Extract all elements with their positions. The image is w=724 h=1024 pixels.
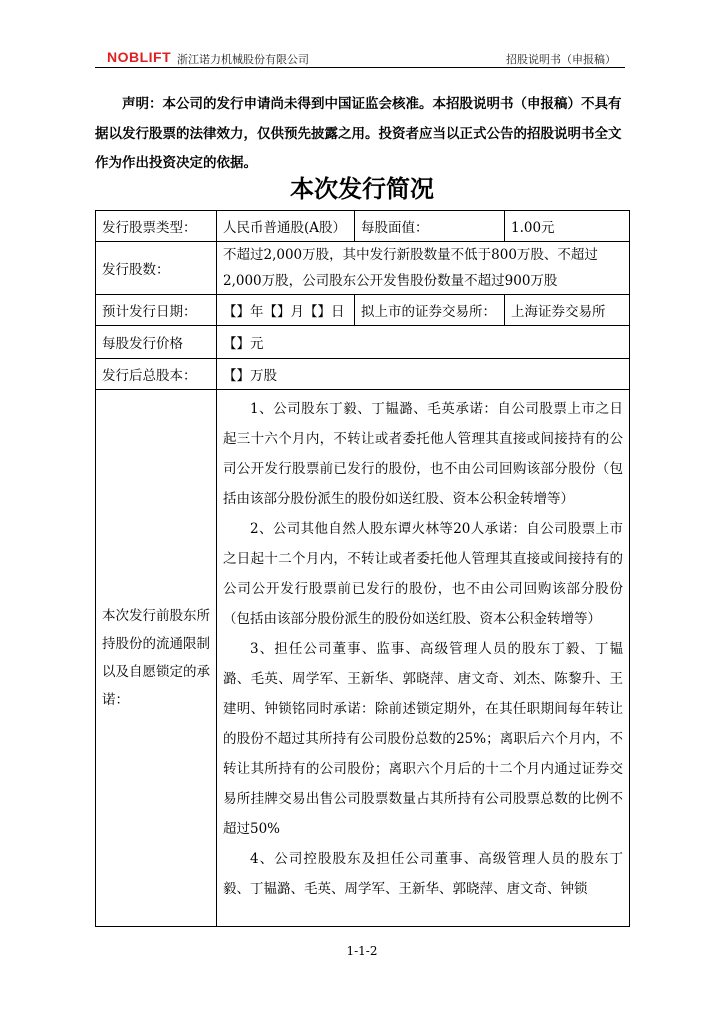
disclaimer-statement (95, 90, 627, 179)
company-name: 浙江诺力机械股份有限公司 (177, 53, 309, 66)
page-number: 1-1-2 (346, 944, 378, 958)
table-row (96, 359, 630, 390)
offering-summary-table (95, 210, 630, 927)
value-total-capital: 【】万股 (217, 359, 630, 390)
page-header (95, 46, 630, 68)
table-row (96, 390, 630, 927)
commitment-paragraph-4: 4、公司控股股东及担任公司董事、高级管理人员的股东丁毅、丁韫潞、毛英、周学军、王新华、郭晓萍、唐文奇、钟锁 (223, 851, 623, 897)
commitment-paragraph-3: 3、担任公司董事、监事、高级管理人员的股东丁毅、丁韫潞、毛英、周学军、王新华、郭晓萍、唐文奇、刘杰、陈黎升、王建明、钟锁铭同时承诺：除前述锁定期外，在其任职期间每年转让的股份不超过其所持有公司股份总数的25%；离职后六个月内，不转让其所持有的公司股份；离职六个月后的十二个月内通过证券交易所挂牌交易出售公司股票数量占其所持有公司股票总数的比例不超过50% (223, 641, 623, 837)
label-issue-date: 预计发行日期： (96, 295, 217, 326)
label-issue-price: 每股发行价格 (96, 326, 217, 359)
value-exchange: 上海证券交易所 (505, 295, 630, 326)
company-logo: NOBLIFT (107, 49, 172, 65)
page-title: 本次发行简况 (290, 176, 434, 203)
commitment-paragraph-2: 2、公司其他自然人股东谭火林等20人承诺：自公司股票上市之日起十二个月内，不转让或者委托他人管理其直接或间接持有的公司公开发行股票前已发行的股份，也不由公司回购该部分股份（包括由该部分股份派生的股份如送红股、资本公积金转增等） (223, 521, 623, 627)
disclaimer-text: 声明：本公司的发行申请尚未得到中国证监会核准。本招股说明书（申报稿）不具有据以发行股票的法律效力，仅供预先披露之用。投资者应当以正式公告的招股说明书全文作为作出投资决定的依据。 (95, 96, 622, 171)
table-row (96, 211, 630, 242)
table-row (96, 295, 630, 326)
label-exchange: 拟上市的证券交易所： (355, 295, 505, 326)
value-issue-price: 【】元 (217, 326, 630, 359)
label-stock-type: 发行股票类型： (96, 211, 217, 242)
header-divider (95, 67, 625, 68)
label-issue-shares: 发行股数： (96, 242, 217, 295)
value-stock-type: 人民币普通股(A股） (217, 211, 355, 242)
label-lockup-commitment: 本次发行前股东所持股份的流通限制以及自愿锁定的承诺： (96, 390, 217, 927)
value-issue-date: 【】年【】月【】日 (217, 295, 355, 326)
table-row (96, 242, 630, 295)
label-total-capital: 发行后总股本： (96, 359, 217, 390)
label-par-value: 每股面值： (355, 211, 505, 242)
document-title: 招股说明书（申报稿） (506, 53, 616, 66)
value-issue-shares: 不超过2,000万股，其中发行新股数量不低于800万股、不超过2,000万股，公司股东公开发售股份数量不超过900万股 (217, 242, 630, 295)
value-par-value: 1.00元 (505, 211, 630, 242)
value-lockup-commitment (217, 390, 630, 927)
table-row (96, 326, 630, 359)
commitment-paragraph-1: 1、公司股东丁毅、丁韫潞、毛英承诺：自公司股票上市之日起三十六个月内，不转让或者委托他人管理其直接或间接持有的公司公开发行股票前已发行的股份，也不由公司回购该部分股份（包括由该部分股份派生的股份如送红股、资本公积金转增等） (223, 401, 623, 507)
